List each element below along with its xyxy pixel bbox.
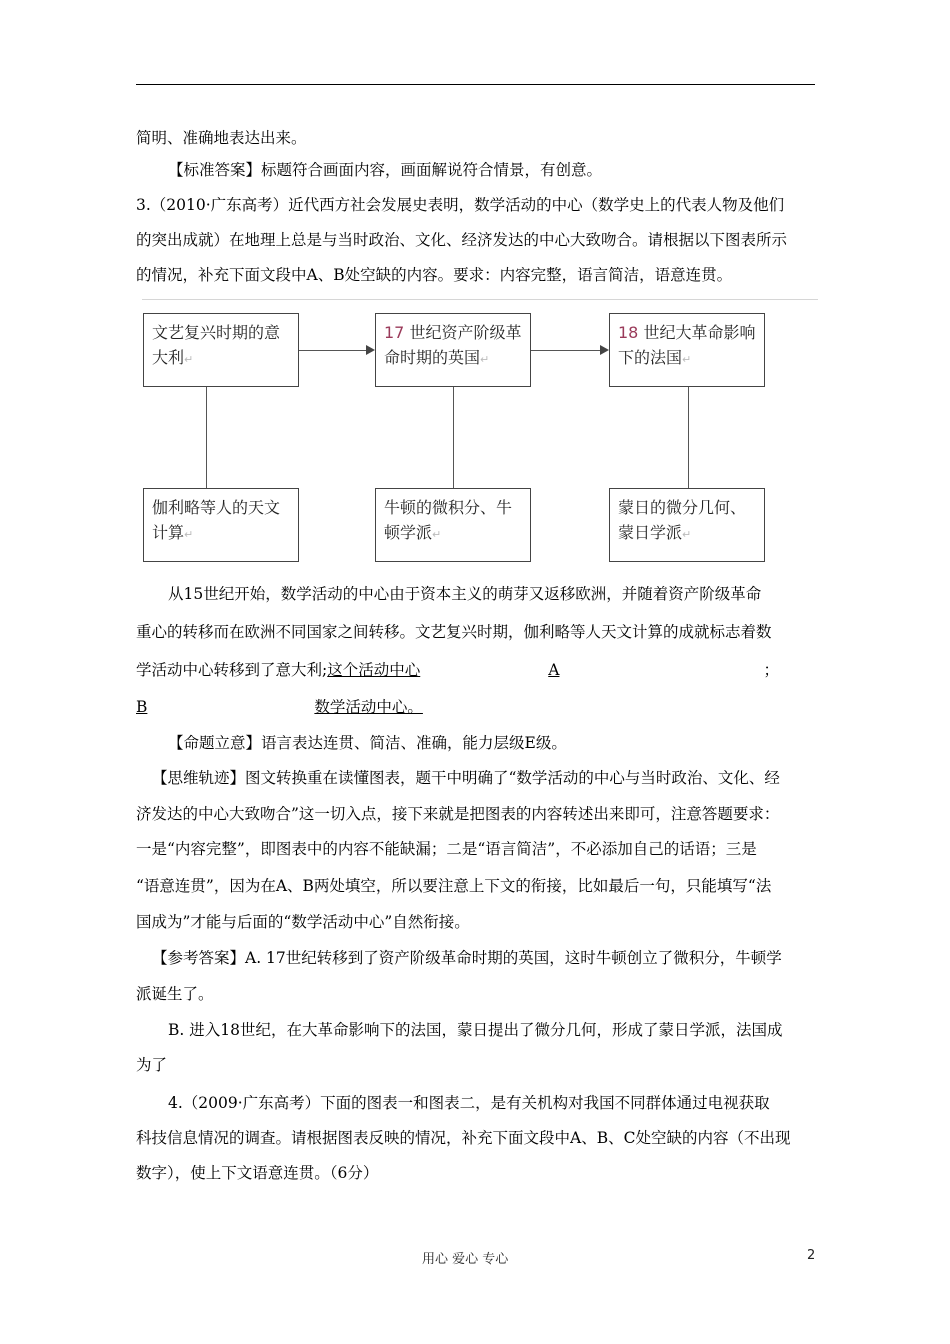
question-4-line: 科技信息情况的调查。请根据图表反映的情况，补充下面文段中A、B、C处空缺的内容（不出现 [136, 1129, 791, 1147]
reference-answer: 派诞生了。 [136, 985, 214, 1003]
paragraph: 简明、准确地表达出来。 [136, 129, 307, 147]
question-4-line: 数字），使上下文语意连贯。（6分） [136, 1164, 379, 1182]
trace-line: 【思维轨迹】图文转换重在读懂图表，题干中明确了“数学活动的中心与当时政治、文化、经 [152, 769, 780, 787]
reference-answer-b: B. 进入18世纪，在大革命影响下的法国，蒙日提出了微分几何，形成了蒙日学派，法国成 [168, 1021, 783, 1039]
intent: 【命题立意】语言表达连贯、简洁、准确，能力层级E级。 [168, 734, 567, 752]
box-italy: 文艺复兴时期的意大利↵ [143, 313, 299, 387]
arrow-line [531, 350, 601, 351]
box-newton: 牛顿的微积分、牛顿学派↵ [375, 488, 531, 562]
standard-answer: 【标准答案】标题符合画面内容，画面解说符合情景，有创意。 [168, 161, 603, 179]
box-england: 17 世纪资产阶级革命时期的英国↵ [375, 313, 531, 387]
connector-line [206, 387, 207, 488]
trace-line: “语意连贯”，因为在A、B两处填空，所以要注意上下文的衔接，比如最后一句，只能填写“法 [136, 877, 772, 895]
question-3-line: 的突出成就）在地理上总是与当时政治、文化、经济发达的中心大致吻合。请根据以下图表所示 [136, 231, 788, 249]
question-3-line: 的情况，补充下面文段中A、B处空缺的内容。要求：内容完整，语言简洁，语意连贯。 [136, 266, 733, 284]
blank-a: A [548, 661, 560, 679]
figure-separator [142, 299, 818, 300]
box-galileo: 伽利略等人的天文计算↵ [143, 488, 299, 562]
arrow-line [299, 350, 367, 351]
passage-line: 重心的转移而在欧洲不同国家之间转移。文艺复兴时期，伽利略等人天文计算的成就标志着数 [136, 623, 772, 641]
header-rule [136, 84, 815, 85]
reference-answer: 【参考答案】A. 17世纪转移到了资产阶级革命时期的英国，这时牛顿创立了微积分，牛顿学 [152, 949, 782, 967]
passage-line-with-blank-a: 学活动中心转移到了意大利;这个活动中心 A ； [136, 661, 779, 679]
footer-motto: 用心 爱心 专心 [422, 1252, 509, 1267]
trace-line: 一是“内容完整”，即图表中的内容不能缺漏；二是“语言简洁”，不必添加自己的话语；三是 [136, 840, 757, 858]
box-france: 18 世纪大革命影响下的法国↵ [609, 313, 765, 387]
trace-line: 国成为”才能与后面的“数学活动中心”自然衔接。 [136, 913, 470, 931]
arrowhead [600, 345, 609, 355]
blank-b: B [136, 698, 148, 716]
reference-answer-b: 为了 [136, 1056, 168, 1074]
question-4-line: 4.（2009·广东高考）下面的图表一和图表二，是有关机构对我国不同群体通过电视获取 [168, 1094, 770, 1112]
page-number: 2 [807, 1248, 816, 1263]
passage-line: 从15世纪开始，数学活动的中心由于资本主义的萌芽又返移欧洲，并随着资产阶级革命 [168, 585, 762, 603]
passage-line-with-blank-b: B 数学活动中心。 [136, 698, 423, 716]
question-3-line: 3.（2010·广东高考）近代西方社会发展史表明，数学活动的中心（数学史上的代表人物及他们 [136, 196, 785, 214]
box-monge: 蒙日的微分几何、蒙日学派↵ [609, 488, 765, 562]
connector-line [688, 387, 689, 488]
trace-line: 济发达的中心大致吻合”这一切入点，接下来就是把图表的内容转述出来即可，注意答题要求： [136, 805, 780, 823]
arrowhead [366, 345, 375, 355]
connector-line [453, 387, 454, 488]
